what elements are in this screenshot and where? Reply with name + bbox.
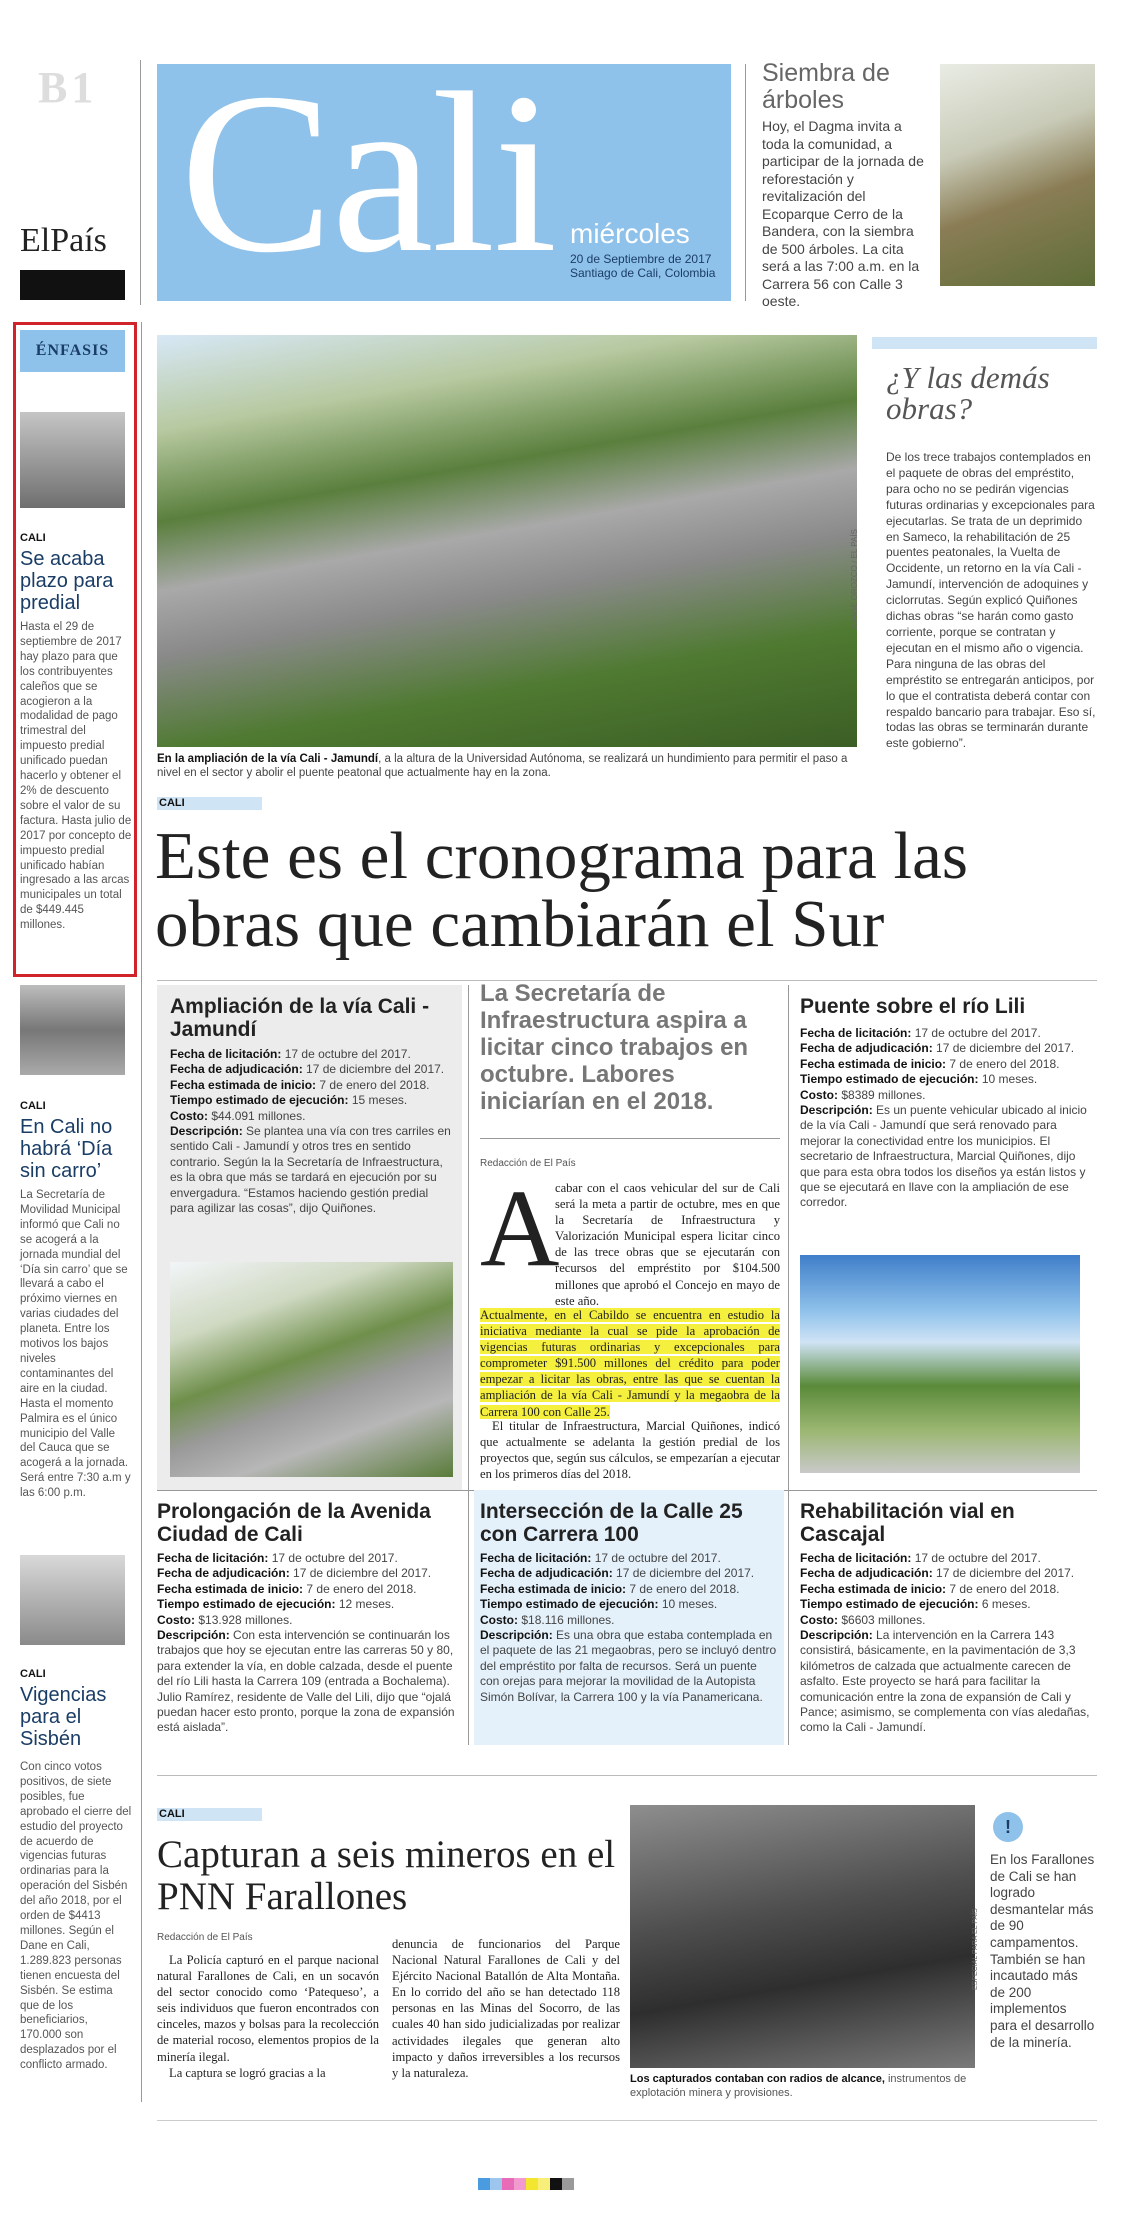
place: Santiago de Cali, Colombia	[570, 266, 716, 280]
photo-credit: ESPECIAL PARA EL PAÍS	[972, 1908, 979, 1990]
detail-row	[170, 1047, 455, 1062]
sidebar-title: ¿Y las demás obras?	[886, 360, 1050, 426]
detail-row	[157, 1566, 462, 1581]
section-title: Cali	[180, 45, 556, 300]
obra-photo	[800, 1255, 1080, 1473]
detail-label: Costo:	[800, 1087, 838, 1102]
detail-label: Fecha estimada de inicio:	[157, 1581, 304, 1596]
detail-label: Fecha de adjudicación:	[170, 1062, 303, 1077]
detail-row	[800, 1103, 1090, 1211]
detail-label: Fecha de licitación:	[157, 1551, 269, 1565]
brief-body: La Secretaría de Movilidad Municipal informó que Cali no se acogerá a la jornada mundial del ‘Día sin carro’ que se llevará a cabo el próximo viernes en varias ciudades del planeta. Entre los motivos los bajos niveles contaminantes del aire en la ciudad. Hasta el momento Palmira es el único municipio del Valle del Cauca que se acogerá a la jornada. Será entre 7:30 a.m y las 6:00 p.m.	[20, 1189, 131, 1500]
detail-value: Es una obra que estaba contemplada en el paquete de las 21 megaobras, pero se incluyó dentro del empréstito por falta de recursos. Será un puente con orejas para mejorar la movilidad de la Autopista Simón Bolívar, la Carrera 100 y la vía Panamericana.	[480, 1628, 777, 1704]
page-code: B1	[38, 63, 98, 112]
registration-swatch	[514, 2178, 526, 2190]
story-para: El titular de Infraestructura, Marcial Quiñones, indicó que actualmente se adelanta la gestión predial de los proyectos que, según sus cálculos, se empezarían a ejecutar en los primeros días del 2018.	[480, 1419, 780, 1482]
byline: Redacción de El País	[157, 1932, 253, 1943]
detail-value: 17 de octubre del 2017.	[271, 1551, 398, 1565]
caption-text: instrumentos de explotación minera y provisiones.	[630, 2073, 967, 2099]
detail-label: Descripción:	[170, 1124, 243, 1139]
story-headline: Capturan a seis mineros en el PNN Farallones	[157, 1833, 616, 1918]
lead-caption	[157, 752, 857, 780]
detail-row	[157, 1582, 462, 1597]
detail-row	[480, 1582, 778, 1597]
divider	[157, 1775, 1097, 1776]
brief-photo	[20, 412, 125, 508]
detail-value: $8389 millones.	[841, 1087, 926, 1102]
detail-label: Fecha estimada de inicio:	[170, 1077, 317, 1092]
story-para	[555, 1180, 780, 1309]
obra-title: Puente sobre el río Lili	[800, 995, 1026, 1018]
story-deck: La Secretaría de Infraestructura aspira a licitar cinco trabajos en octubre. Labores iniciarían en el 2018.	[480, 980, 749, 1115]
detail-label: Fecha estimada de inicio:	[480, 1581, 627, 1596]
detail-label: Descripción:	[800, 1103, 873, 1118]
obra-details	[170, 1047, 455, 1216]
divider	[141, 322, 142, 2102]
divider	[157, 2120, 1097, 2121]
brief-kicker: CALI	[20, 532, 46, 544]
brand-logo: ElPaís	[20, 222, 107, 259]
detail-value: 17 de diciembre del 2017.	[616, 1566, 755, 1581]
detail-value: 17 de diciembre del 2017.	[306, 1062, 445, 1077]
detail-value: 17 de octubre del 2017.	[284, 1047, 411, 1061]
divider	[468, 985, 469, 1745]
info-icon: !	[993, 1812, 1023, 1842]
detail-value: 17 de diciembre del 2017.	[936, 1041, 1075, 1056]
detail-label: Descripción:	[157, 1628, 230, 1643]
detail-row	[480, 1551, 778, 1566]
miners-caption	[630, 2072, 975, 2100]
obra-title: Rehabilitación vial en Cascajal	[800, 1500, 1015, 1546]
registration-swatch	[478, 2178, 490, 2190]
detail-row	[157, 1551, 462, 1566]
highlighted-text: Actualmente, en el Cabildo se encuentra en estudio la iniciativa mediante la cual se pide la aprobación de vigencias futuras ordinarias y excepcionales para comprometer $91.500 millones del crédito para poder empezar a licitar las obras, entre las que se cuentan la ampliación de la vía Cali - Jamundí y la megaobra de la Carrera 100 con Calle 25.	[480, 1308, 780, 1419]
detail-value: 17 de diciembre del 2017.	[936, 1566, 1075, 1581]
detail-label: Fecha de licitación:	[800, 1026, 912, 1040]
detail-label: Fecha de adjudicación:	[800, 1566, 933, 1581]
detail-row	[800, 1582, 1090, 1597]
detail-row	[480, 1597, 778, 1612]
registration-swatch	[490, 2178, 502, 2190]
brief-body: Hasta el 29 de septiembre de 2017 hay plazo para que los contribuyentes caleños que se acogieron a la modalidad de pago trimestral del impuesto predial unificado puedan hacerlo y obtener el 2% de descuento sobre el valor de su factura. Hasta julio de 2017 por concepto de impuesto predial unificado habían ingresado a las arcas municipales un total de $449.445 millones.	[20, 621, 132, 932]
detail-row	[800, 1613, 1090, 1628]
detail-row	[800, 1026, 1090, 1041]
main-headline: Este es el cronograma para las obras que cambiarán el Sur	[155, 819, 968, 961]
detail-label: Costo:	[170, 1108, 208, 1123]
info-text: En los Farallones de Cali se han logrado desmantelar más de 90 campamentos. También se han incautado más de 200 implementos para el desarrollo de la minería.	[990, 1852, 1095, 2050]
detail-label: Fecha estimada de inicio:	[800, 1056, 947, 1071]
sidebar-body: De los trece trabajos contemplados en el paquete de obras del empréstito, para ocho no se pedirán vigencias futuras ordinarias y excepcionales para ejecutarlas. Se trata de un deprimido en Sameco, la rehabilitación de 25 puentes peatonales, la Vuelta de Occidente, un retorno en la vía Cali - Jamundí, intervención de adoquines y ciclorrutas. Según explicó Quiñones dichas obras “se harán como gasto corriente, porque se contratan y ejecutan en el mismo año o vigencia. Para ninguna de las obras del empréstito se entregarán anticipos, por lo que el contratista deberá contar con respaldo bancario para trabajar. Eso sí, todas las obras se terminarán durante este gobierno”.	[886, 450, 1096, 751]
detail-label: Fecha estimada de inicio:	[800, 1581, 947, 1596]
detail-value: 7 de enero del 2018.	[949, 1056, 1060, 1071]
detail-value: 7 de enero del 2018.	[306, 1581, 417, 1596]
detail-value: Es un puente vehicular ubicado al inicio de la vía Cali - Jamundí que será renovado para mejorar la conectividad entre los municipios. El secretario de Infraestructura, Marcial Quiñones, dijo que para esta obra todos los diseños ya están listos y que se ejecutará en llave con la ampliación de ese corredor.	[800, 1103, 1087, 1210]
detail-label: Fecha de licitación:	[480, 1551, 592, 1565]
drop-cap: A	[480, 1167, 560, 1289]
detail-row	[170, 1078, 455, 1093]
brief-title: Se acaba plazo para predial	[20, 548, 114, 614]
detail-row	[800, 1088, 1090, 1103]
brief-kicker: CALI	[20, 1100, 46, 1112]
detail-row	[480, 1628, 778, 1705]
story-text: cabar con el caos vehicular del sur de Cali será la meta a partir de octubre, mes en que la Secretaría de Infraestructura y Valorización Municipal espera licitar cinco de las trece obras que se ejecutarán con recursos del empréstito por $104.500 millones que aprobó el Concejo en mayo de este año.	[555, 1181, 780, 1308]
obra-prolongacion	[157, 1500, 462, 1736]
brief-photo	[20, 985, 125, 1075]
detail-row	[800, 1566, 1090, 1581]
detail-label: Costo:	[157, 1612, 195, 1627]
detail-value: 10 meses.	[661, 1597, 718, 1612]
obra-cascajal	[800, 1500, 1090, 1736]
detail-value: $44.091 millones.	[211, 1108, 306, 1123]
obra-interseccion	[480, 1500, 778, 1705]
detail-label: Descripción:	[800, 1628, 873, 1643]
detail-label: Costo:	[800, 1612, 838, 1627]
obra-details	[480, 1551, 778, 1705]
caption-text: , a la altura de la Universidad Autónoma, se realizará un hundimiento para permitir el paso a nivel en el sector y abolir el puente peatonal que actualmente hay en la zona.	[157, 753, 848, 779]
teaser-photo	[940, 64, 1095, 286]
detail-label: Tiempo estimado de ejecución:	[800, 1072, 979, 1087]
byline: Redacción de El País	[480, 1158, 576, 1169]
detail-label: Fecha de licitación:	[170, 1047, 282, 1061]
detail-row	[157, 1628, 462, 1736]
detail-row	[170, 1062, 455, 1077]
obra-title: Ampliación de la vía Cali - Jamundí	[170, 995, 430, 1041]
lead-photo	[157, 335, 857, 747]
divider	[140, 60, 141, 305]
registration-swatch	[538, 2178, 550, 2190]
detail-row	[170, 1093, 455, 1108]
section-tag: CALI	[157, 797, 262, 810]
obra-details	[157, 1551, 462, 1736]
detail-label: Tiempo estimado de ejecución:	[480, 1597, 659, 1612]
detail-row	[157, 1597, 462, 1612]
detail-label: Descripción:	[480, 1628, 553, 1643]
detail-label: Costo:	[480, 1612, 518, 1627]
detail-row	[170, 1124, 455, 1216]
detail-value: 17 de octubre del 2017.	[914, 1026, 1041, 1040]
detail-value: $18.116 millones.	[521, 1612, 615, 1627]
caption-lead: En la ampliación de la vía Cali - Jamundí	[157, 753, 379, 765]
story-para	[157, 1952, 379, 2081]
detail-value: 17 de octubre del 2017.	[594, 1551, 721, 1565]
divider	[745, 64, 746, 301]
obra-jamundi	[170, 995, 455, 1216]
date: 20 de Septiembre de 2017	[570, 252, 712, 266]
detail-label: Fecha de adjudicación:	[157, 1566, 290, 1581]
detail-label: Fecha de licitación:	[800, 1551, 912, 1565]
obra-title: Prolongación de la Avenida Ciudad de Cali	[157, 1500, 431, 1546]
obra-title: Intersección de la Calle 25 con Carrera 100	[480, 1500, 743, 1546]
detail-row	[157, 1613, 462, 1628]
detail-label: Tiempo estimado de ejecución:	[157, 1597, 336, 1612]
story-para	[480, 1307, 780, 1420]
brief-body: Con cinco votos positivos, de siete posibles, fue aprobado el cierre del estudio del proyecto de acuerdo de vigencias futuras ordinarias para la operación del Sisbén del año 2018, por el orden de $4413 millones. Según el Dane en Cali, 1.289.823 personas tienen encuesta del Sisbén. Se estima que de los beneficiarios, 170.000 son desplazados por el conflicto armado.	[20, 1761, 132, 2072]
registration-swatch	[502, 2178, 514, 2190]
teaser-title: Siembra de árboles	[762, 59, 890, 114]
caption-lead: Los capturados contaban con radios de alcance,	[630, 2073, 885, 2085]
detail-value: Se plantea una vía con tres carriles en sentido Cali - Jamundí y otros tres en sentido contrario. Según la la Secretaría de Infraestructura, es la obra que más se tardará en ejecución por su envergadura. “Estamos haciendo gestión predial para agilizar las cosas”, dijo Quiñones.	[170, 1124, 451, 1216]
detail-row	[800, 1057, 1090, 1072]
detail-value: 12 meses.	[338, 1597, 395, 1612]
detail-label: Tiempo estimado de ejecución:	[800, 1597, 979, 1612]
detail-row	[480, 1613, 778, 1628]
detail-value: 15 meses.	[351, 1093, 408, 1108]
detail-row	[480, 1566, 778, 1581]
brief-title: En Cali no habrá ‘Día sin carro’	[20, 1116, 113, 1182]
detail-value: 10 meses.	[981, 1072, 1038, 1087]
story-text: La captura se logró gracias a la	[169, 2065, 326, 2080]
enfasis-label: ÉNFASIS	[20, 330, 125, 372]
miners-photo	[630, 1805, 975, 2068]
brand-bar	[20, 270, 125, 300]
story-text: La Policía capturó en el parque nacional natural Farallones de Cali, en un socavón del sector conocido como ‘Patequeso’, a seis individuos que fueron encontrados con cinceles, mazos y bolsas para la recolección de material rocoso, elementos propios de la minería ilegal.	[157, 1953, 379, 2064]
detail-label: Fecha de adjudicación:	[800, 1041, 933, 1056]
brief-kicker: CALI	[20, 1668, 46, 1680]
brief-title: Vigencias para el Sisbén	[20, 1684, 107, 1750]
registration-swatch	[562, 2178, 574, 2190]
detail-value: 7 de enero del 2018.	[629, 1581, 740, 1596]
obra-details	[800, 1026, 1090, 1211]
obra-photo	[170, 1262, 453, 1477]
detail-row	[800, 1041, 1090, 1056]
detail-value: 7 de enero del 2018.	[319, 1077, 430, 1092]
detail-row	[170, 1109, 455, 1124]
story-para: denuncia de funcionarios del Parque Nacional Natural Farallones de Cali y del Ejército Nacional Batallón de Alta Montaña. En lo corrido del año se han detectado 118 personas en las Minas del Socorro, de las cuales 40 han sido judicializadas por realizar actividades ilegales que generan alto impacto y daños irreversibles a los recursos y la naturaleza.	[392, 1937, 620, 2080]
registration-swatch	[526, 2178, 538, 2190]
obra-lili	[800, 995, 1090, 1211]
detail-value: $6603 millones.	[841, 1612, 926, 1627]
brief-photo	[20, 1555, 125, 1645]
divider	[788, 985, 789, 1745]
divider	[480, 1138, 780, 1139]
teaser-body: Hoy, el Dagma invita a toda la comunidad, a participar de la jornada de reforestación y revitalización del Ecoparque Cerro de la Bandera, con la siembra de 500 árboles. La cita será a las 7:00 a.m. en la Carrera 56 con Calle 3 oeste.	[762, 118, 924, 309]
registration-swatch	[550, 2178, 562, 2190]
obra-details	[800, 1551, 1090, 1736]
detail-row	[800, 1597, 1090, 1612]
sidebar-bar	[872, 337, 1097, 349]
detail-value: $13.928 millones.	[198, 1612, 293, 1627]
detail-value: Con esta intervención se continuarán los trabajos que hoy se ejecutan entre las carreras 50 y 80, para extender la vía, en doble calzada, desde el puente del río Lili hasta la Carrera 109 (entrada a Bochalema). Julio Ramírez, residente de Valle del Lili, dijo que “ojalá puedan hacer esto pronto, porque la zona de expansión está aislada”.	[157, 1628, 455, 1735]
detail-row	[800, 1072, 1090, 1087]
detail-value: La intervención en la Carrera 143 consistirá, básicamente, en la pavimentación de 3,3 kilómetros de calzada que actualmente carecen de asfalto. Este proyecto se hará para facilitar la comunicación entre la zona de expansión de Cali y Pance; asimismo, se complementa con vías aledañas, como la Cali - Jamundí.	[800, 1628, 1090, 1735]
detail-row	[800, 1551, 1090, 1566]
weekday: miércoles	[570, 218, 690, 249]
detail-row	[800, 1628, 1090, 1736]
detail-value: 17 de diciembre del 2017.	[293, 1566, 432, 1581]
detail-value: 6 meses.	[981, 1597, 1031, 1612]
photo-credit: JORGE OROZCO / EL PAÍS	[850, 529, 859, 630]
detail-label: Fecha de adjudicación:	[480, 1566, 613, 1581]
detail-value: 7 de enero del 2018.	[949, 1581, 1060, 1596]
section-tag: CALI	[157, 1808, 262, 1821]
detail-value: 17 de octubre del 2017.	[914, 1551, 1041, 1565]
detail-label: Tiempo estimado de ejecución:	[170, 1093, 349, 1108]
